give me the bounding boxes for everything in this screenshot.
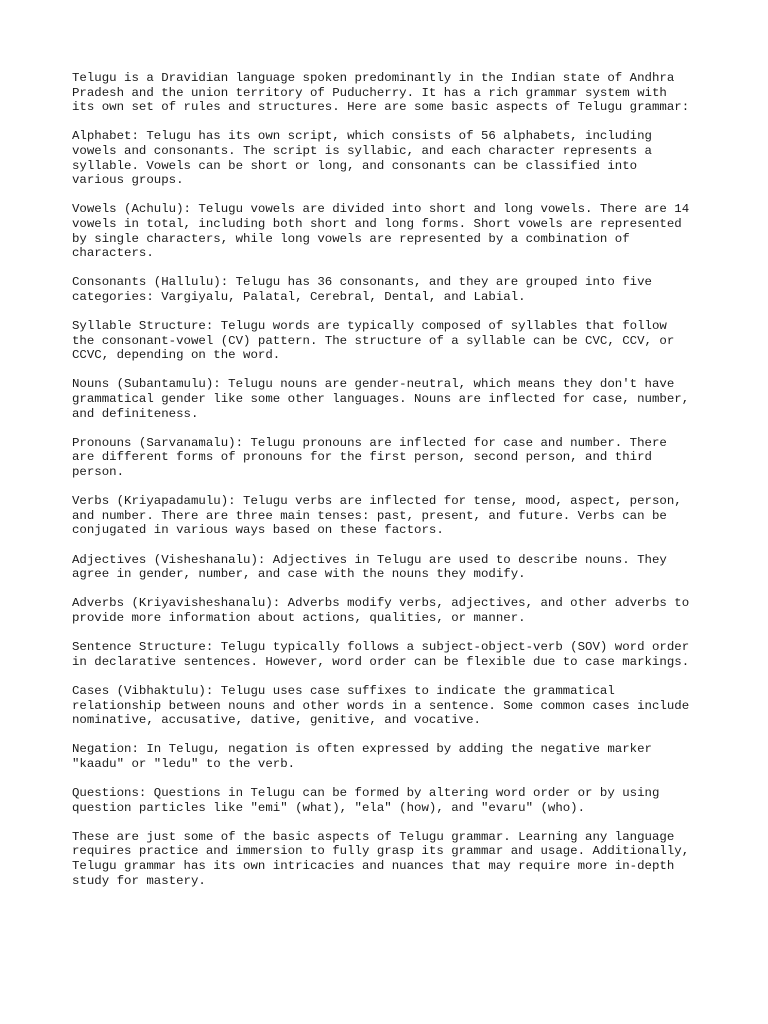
paragraph-adjectives: Adjectives (Visheshanalu): Adjectives in Telugu are used to describe nouns. They agree in gender, number, and case with the nouns they modify. [72,552,667,582]
paragraph-sentence-structure: Sentence Structure: Telugu typically follows a subject-object-verb (SOV) word order in declarative sentences. However, word order can be flexible due to case markings. [72,640,690,669]
paragraph-adverbs: Adverbs (Kriyavisheshanalu): Adverbs modify verbs, adjectives, and other adverbs to provide more information about actions, qualities, or manner. [72,596,690,625]
paragraph-alphabet: Alphabet: Telugu has its own script, which consists of 56 alphabets, including vowels and consonants. The script is syllabic, and each character represents a syllable. Vowels can be short or long, and consonants can be classified into various groups. [72,129,652,188]
paragraph-vowels: Vowels (Achulu): Telugu vowels are divided into short and long vowels. There are 14 vowels in total, including both short and long forms. Short vowels are represented by single characters, while long vowels are represented by a combination of characters. [72,202,690,261]
paragraph-questions: Questions: Questions in Telugu can be formed by altering word order or by using question particles like "emi" (what), "ela" (how), and "evaru" (who). [72,786,660,815]
paragraph-intro: Telugu is a Dravidian language spoken predominantly in the Indian state of Andhra Pradesh and the union territory of Puducherry. It has a rich grammar system with its own set of rules and structures. Here are some basic aspects of Telugu grammar: [72,71,690,115]
document-body [72,71,712,903]
paragraph-syllable-structure: Syllable Structure: Telugu words are typically composed of syllables that follow the consonant-vowel (CV) pattern. The structure of a syllable can be CVC, CCV, or CCVC, depending on the word. [72,319,675,363]
paragraph-pronouns: Pronouns (Sarvanamalu): Telugu pronouns are inflected for case and number. There are different forms of pronouns for the first person, second person, and third person. [72,435,667,480]
paragraph-consonants: Consonants (Hallulu): Telugu has 36 consonants, and they are grouped into five categories: Vargiyalu, Palatal, Cerebral, Dental, and Labial. [72,275,652,304]
paragraph-verbs: Verbs (Kriyapadamulu): Telugu verbs are inflected for tense, mood, aspect, person, and number. There are three main tenses: past, present, and future. Verbs can be conjugated in various ways based on these factors. [72,494,682,538]
paragraph-nouns: Nouns (Subantamulu): Telugu nouns are gender-neutral, which means they don't have grammatical gender like some other languages. Nouns are inflected for case, number, and definiteness. [72,377,690,421]
paragraph-negation: Negation: In Telugu, negation is often expressed by adding the negative marker "kaadu" or "ledu" to the verb. [72,742,652,771]
paragraph-conclusion: These are just some of the basic aspects of Telugu grammar. Learning any language requires practice and immersion to fully grasp its grammar and usage. Additionally, Telugu grammar has its own intricacies and nuances that may require more in-depth study for mastery. [72,829,690,888]
paragraph-cases: Cases (Vibhaktulu): Telugu uses case suffixes to indicate the grammatical relationship between nouns and other words in a sentence. Some common cases include nominative, accusative, dative, genitive, and vocative. [72,683,690,728]
